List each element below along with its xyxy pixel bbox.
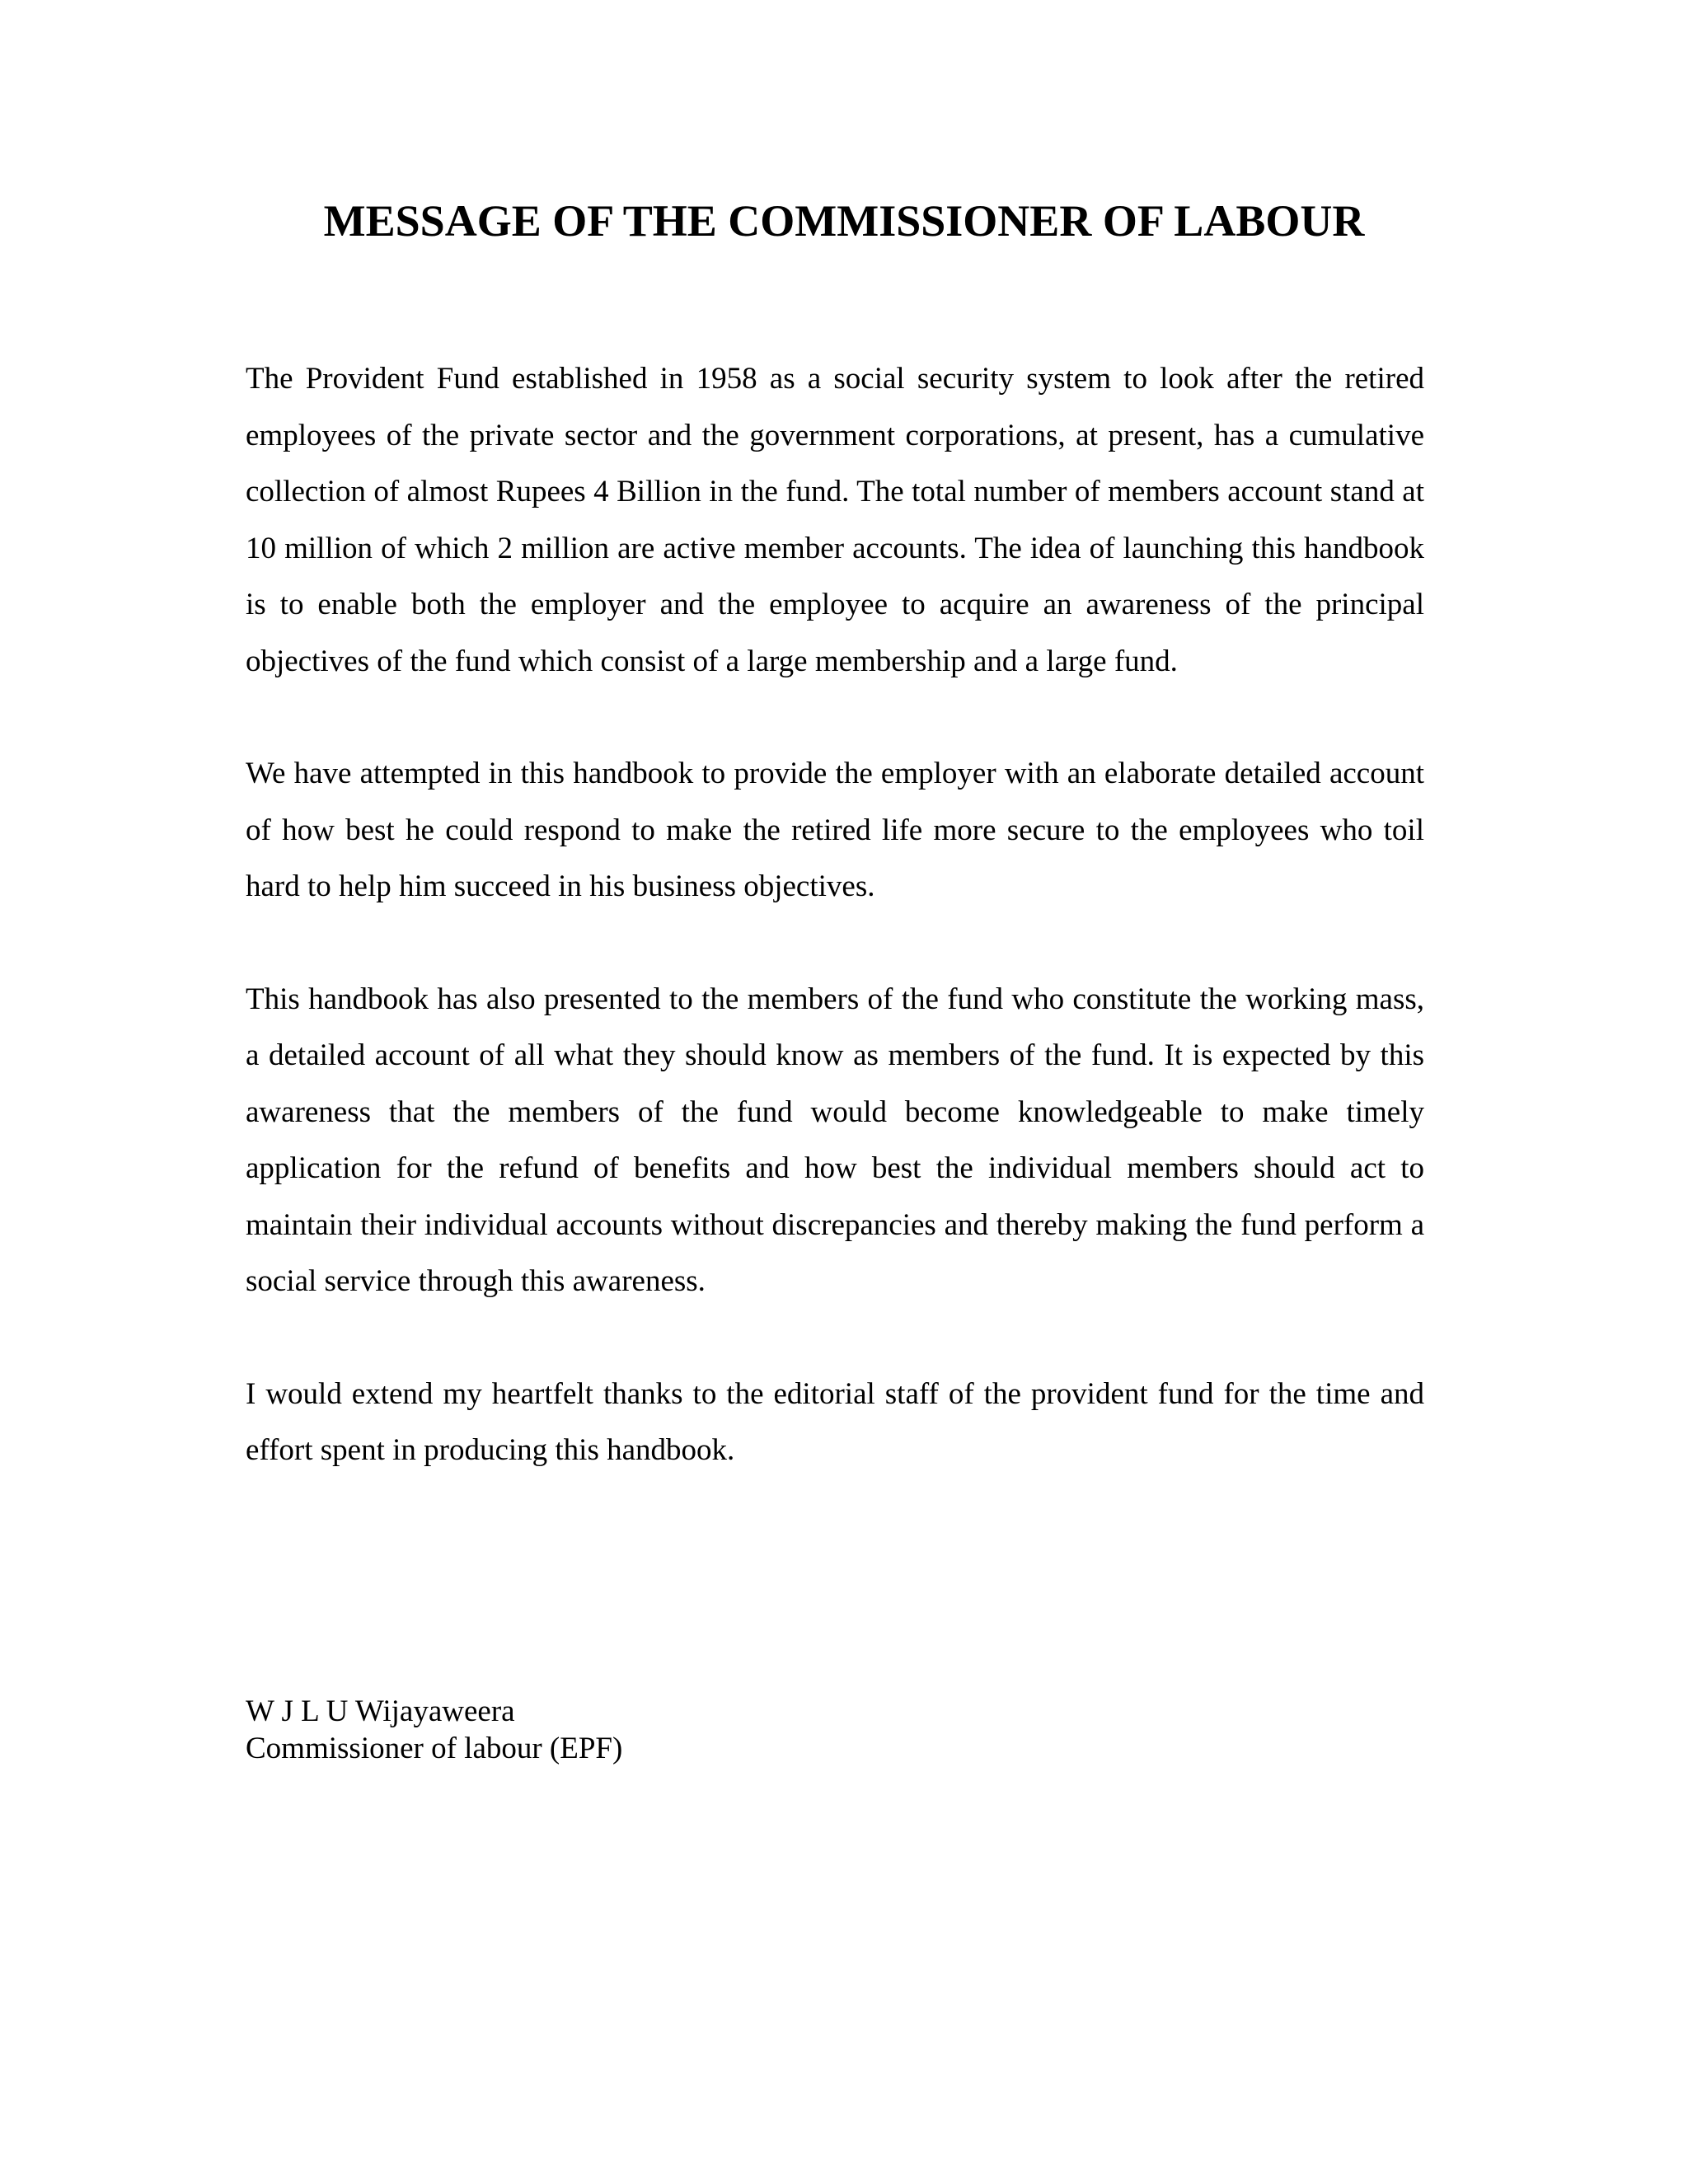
- signature-block: [246, 1693, 622, 1767]
- paragraph-3: This handbook has also presented to the members of the fund who constitute the working mass, a detailed account of all what they should know as members of the fund. It is expected by this awareness that the members of the fund would become knowledgeable to make timely application for the refund of benefits and how best the individual members should act to maintain their individual accounts without discrepancies and thereby making the fund perform a social service through this awareness.: [246, 982, 1424, 1298]
- message-body: [246, 351, 1424, 1535]
- page-title: MESSAGE OF THE COMMISSIONER OF LABOUR: [323, 196, 1365, 246]
- paragraph-2: We have attempted in this handbook to provide the employer with an elaborate detailed account of how best he could respond to make the retired life more secure to the employees who toil hard to help him succeed in his business objectives.: [246, 757, 1424, 903]
- paragraph-1: The Provident Fund established in 1958 as a social security system to look after the retired employees of the private sector and the government corporations, at present, has a cumulative collection of almost Rupees 4 Billion in the fund. The total number of members account stand at 10 million of which 2 million are active member accounts. The idea of launching this handbook is to enable both the employer and the employee to acquire an awareness of the principal objectives of the fund which consist of a large membership and a large fund.: [246, 362, 1424, 678]
- signatory-name: W J L U Wijayaweera: [246, 1694, 515, 1728]
- paragraph-4: I would extend my heartfelt thanks to the editorial staff of the provident fund for the time and effort spent in producing this handbook.: [246, 1376, 1424, 1467]
- signatory-position: Commissioner of labour (EPF): [246, 1732, 623, 1765]
